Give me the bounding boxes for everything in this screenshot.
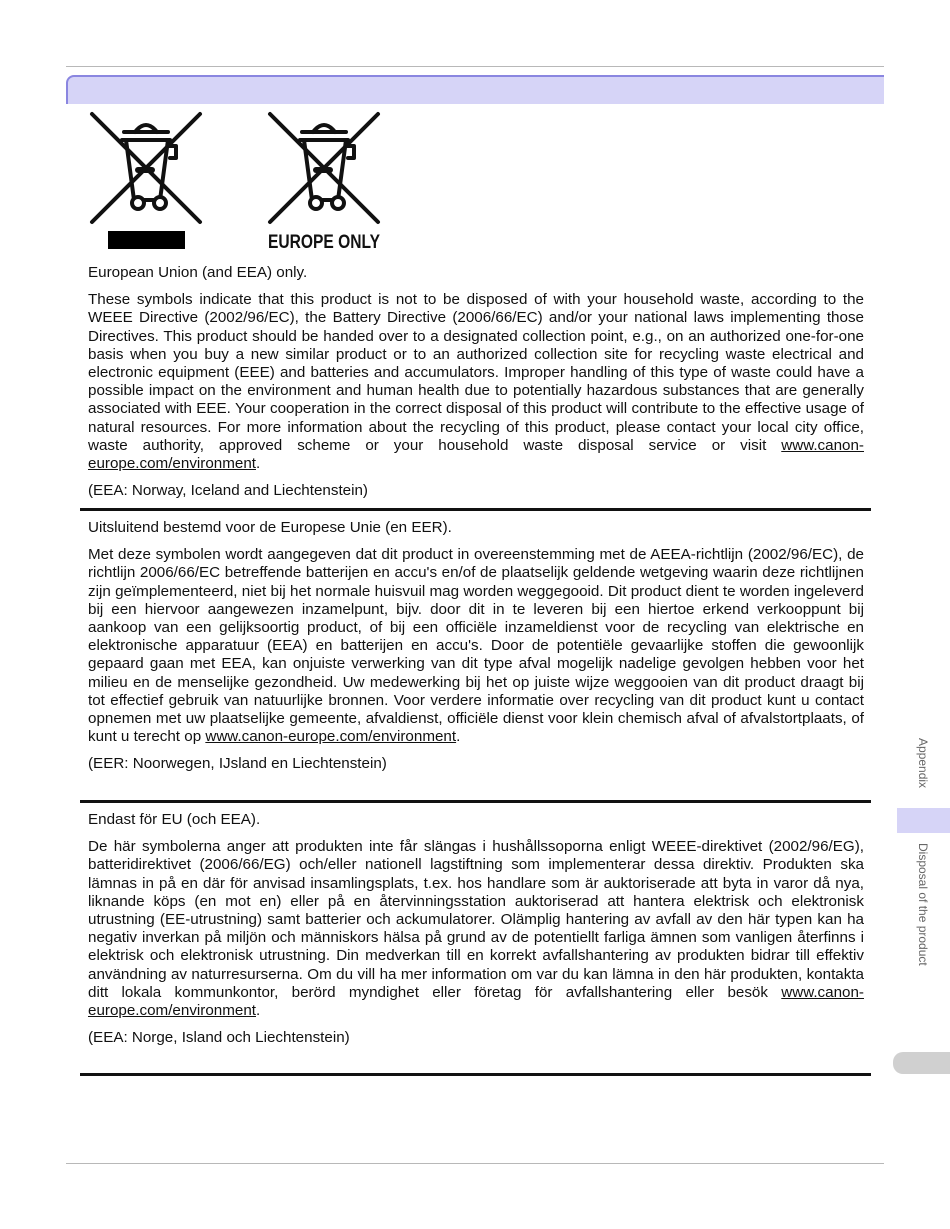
- section-intro: Uitsluitend bestemd voor de Europese Unie (en EER).: [88, 519, 452, 536]
- sidebar-active-tab: [897, 808, 950, 833]
- environment-link[interactable]: www.canon-europe.com/environment: [88, 436, 864, 473]
- section-dutch: [88, 519, 864, 774]
- weee-symbol-europe-only: [266, 110, 382, 252]
- section-english: [88, 264, 864, 500]
- sidebar-appendix-label[interactable]: Appendix: [916, 738, 930, 789]
- crossed-out-wheelie-bin-icon: [88, 110, 204, 252]
- sidebar-disposal-label[interactable]: Disposal of the product: [916, 843, 930, 966]
- europe-only-caption: EUROPE ONLY: [268, 232, 381, 253]
- section-note: (EEA: Norway, Iceland and Liechtenstein): [88, 482, 368, 500]
- top-rule: [66, 66, 884, 67]
- section-divider: [80, 1073, 871, 1076]
- section-body: De här symbolerna anger att produkten inte får slängas i hushållssoporna enligt WEEE-direktivet (2002/96/EG), batteridirektivet (2006/66/EG) och/eller nationell lagstiftning som implementerar dessa direktiv. Produkten ska lämnas in på en där för anvisad insamlingsplats, t.ex. hos handlare som är auktoriserade att byta in varor då nya, liknande köps (en mot en) eller på en återvinningsstation auktoriserad att hantera elektrisk och elektronisk utrustning (EE-utrustning) samt batterier och ackumulatorer. Olämplig hantering av avfall av den här typen kan ha negativ inverkan på miljön och människors hälsa på grund av de potentiellt farliga ämnen som vanligen återfinns i elektrisk och elektronisk utrustning. Din medverkan till en korrekt avfallshantering av produkten bidrar till effektiv användning av naturresurserna. Om du vill ha mer information om var du kan lämna in den här produkten, kontakta ditt lokala kommunkontor, berörd myndighet eller företag för avfallshantering eller besök www.canon-europe.com/environment.: [88, 838, 864, 1020]
- section-intro: Endast för EU (och EEA).: [88, 811, 261, 828]
- section-divider: [80, 508, 871, 511]
- environment-link[interactable]: www.canon-europe.com/environment: [205, 728, 457, 746]
- section-intro: European Union (and EEA) only.: [88, 264, 308, 281]
- section-body: These symbols indicate that this product is not to be disposed of with your household waste, according to the WEEE Directive (2002/96/EC), the Battery Directive (2006/66/EC) and/or your national laws implementing those Directives. This product should be handed over to a designated collection point, e.g., on an authorized one-for-one basis when you buy a new similar product or to an authorized collection site for recycling waste electrical and electronic equipment (EEE) and batteries and accumulators. Improper handling of this type of waste could have a possible impact on the environment and human health due to potentially hazardous substances that are generally associated with EEE. Your cooperation in the correct disposal of this product will contribute to the effective usage of natural resources. For more information about the recycling of this product, please contact your local city office, waste authority, approved scheme or your household waste disposal service or visit www.canon-europe.com/environment.: [88, 291, 864, 473]
- section-swedish: [88, 811, 864, 1047]
- section-note: (EER: Noorwegen, IJsland en Liechtenstein): [88, 755, 387, 773]
- page-number-tab: [893, 1052, 950, 1074]
- crossed-out-wheelie-bin-icon: [266, 110, 382, 252]
- section-note: (EEA: Norge, Island och Liechtenstein): [88, 1029, 350, 1047]
- environment-link[interactable]: www.canon-europe.com/environment: [88, 983, 864, 1020]
- bottom-rule: [66, 1163, 884, 1164]
- section-divider: [80, 800, 871, 803]
- section-header-bar: [66, 75, 884, 104]
- section-body: Met deze symbolen wordt aangegeven dat dit product in overeenstemming met de AEEA-richtlijn (2002/96/EC), de richtlijn 2006/66/EC betreffende batterijen en accu's en/of de plaatselijk geldende wetgeving waarin deze richtlijnen zijn geïmplementeerd, niet bij het normale huisvuil mag worden weggegooid. Dit product dient te worden ingeleverd bij een hiervoor aangewezen inzamelpunt, bijv. door dit in te leveren bij een hiertoe erkend verkooppunt bij aankoop van een gelijksoortig product, of bij een officiële inzameldienst voor de recycling van elektrische en elektronische apparatuur (EEA) en batterijen en accu's. Door de potentiële gevaarlijke stoffen die gewoonlijk gepaard gaan met EEA, kan onjuiste verwerking van dit type afval mogelijk nadelige gevolgen hebben voor het milieu en de menselijke gezondheid. Uw medewerking bij het op juiste wijze weggooien van dit product draagt bij tot effectief gebruik van natuurlijke bronnen. Voor verdere informatie over recycling van dit product kunt u contact opnemen met uw plaatselijke gemeente, afvaldienst, officiële dienst voor klein chemisch afval of afvalstortplaats, of kunt u terecht op www.canon-europe.com/environment.: [88, 546, 864, 746]
- weee-symbol-black-bar: [88, 110, 204, 252]
